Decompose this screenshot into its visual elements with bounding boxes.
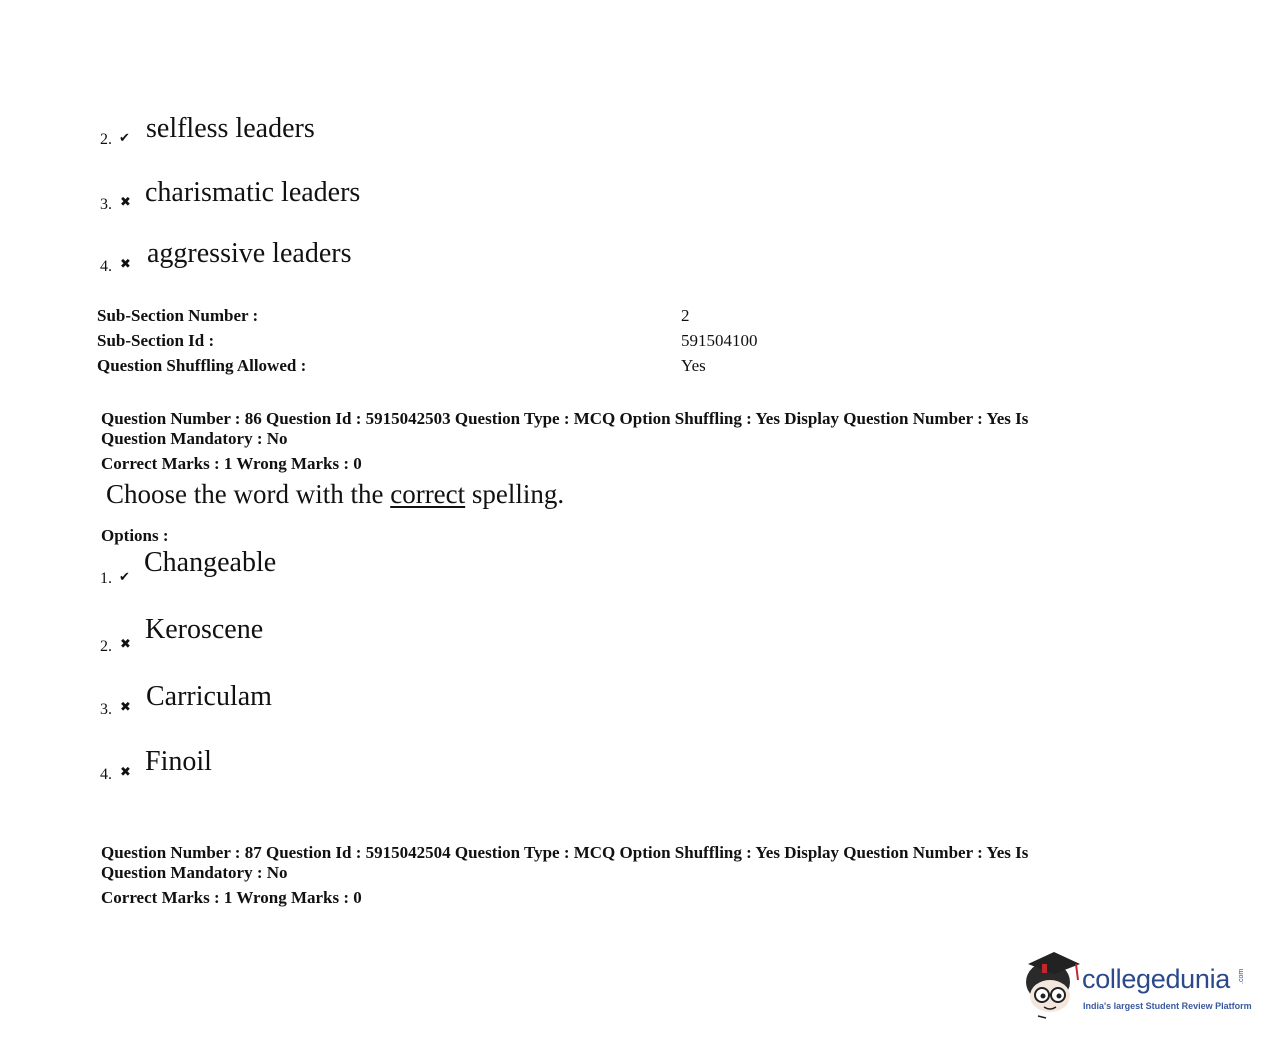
- option-number: 4.: [100, 258, 112, 275]
- option-number: 3.: [100, 701, 112, 718]
- logo-name: collegedunia: [1082, 964, 1231, 994]
- subsection-number-label: Sub-Section Number :: [97, 306, 259, 325]
- question-header-mandatory: Question Mandatory : No: [101, 429, 288, 448]
- option-text: Carriculam: [146, 681, 272, 712]
- option-text: Changeable: [144, 547, 277, 578]
- cross-icon: ✖: [120, 257, 131, 272]
- question-text-underlined: correct: [390, 479, 466, 509]
- logo-tagline: India's largest Student Review Platform: [1083, 1001, 1252, 1011]
- option-number: 3.: [100, 196, 112, 213]
- question-text-post: spelling.: [465, 479, 565, 509]
- subsection-number-value: 2: [681, 306, 690, 325]
- cross-icon: ✖: [120, 637, 131, 652]
- question-marks: Correct Marks : 1 Wrong Marks : 0: [101, 888, 362, 907]
- question-header: Question Number : 86 Question Id : 5915042503 Question Type : MCQ Option Shuffling : Yes Display Question Number : Yes Is: [101, 409, 1029, 428]
- question-shuffling-label: Question Shuffling Allowed :: [97, 356, 307, 375]
- option-text: charismatic leaders: [145, 177, 361, 208]
- options-label: Options :: [101, 526, 169, 545]
- option-text: Finoil: [145, 746, 212, 777]
- mascot-icon: [1020, 950, 1082, 1020]
- question-text: [106, 479, 564, 510]
- cross-icon: ✖: [120, 765, 131, 780]
- option-number: 2.: [100, 131, 112, 148]
- cross-icon: ✖: [120, 700, 131, 715]
- check-icon: ✔: [119, 131, 130, 146]
- option-text: Keroscene: [145, 614, 264, 645]
- check-icon: ✔: [119, 570, 130, 585]
- option-text: aggressive leaders: [147, 238, 352, 269]
- subsection-id-value: 591504100: [681, 331, 758, 350]
- question-header: Question Number : 87 Question Id : 5915042504 Question Type : MCQ Option Shuffling : Yes Display Question Number : Yes Is: [101, 843, 1029, 862]
- subsection-id-label: Sub-Section Id :: [97, 331, 215, 350]
- question-header-mandatory: Question Mandatory : No: [101, 863, 288, 882]
- option-number: 1.: [100, 570, 112, 587]
- option-text: selfless leaders: [146, 113, 315, 144]
- collegedunia-logo: [1020, 950, 1260, 1022]
- question-marks: Correct Marks : 1 Wrong Marks : 0: [101, 454, 362, 473]
- logo-suffix: .com: [1238, 968, 1245, 984]
- question-shuffling-value: Yes: [681, 356, 706, 375]
- option-number: 2.: [100, 638, 112, 655]
- cross-icon: ✖: [120, 195, 131, 210]
- question-text-pre: Choose the word with the: [106, 479, 391, 509]
- option-number: 4.: [100, 766, 112, 783]
